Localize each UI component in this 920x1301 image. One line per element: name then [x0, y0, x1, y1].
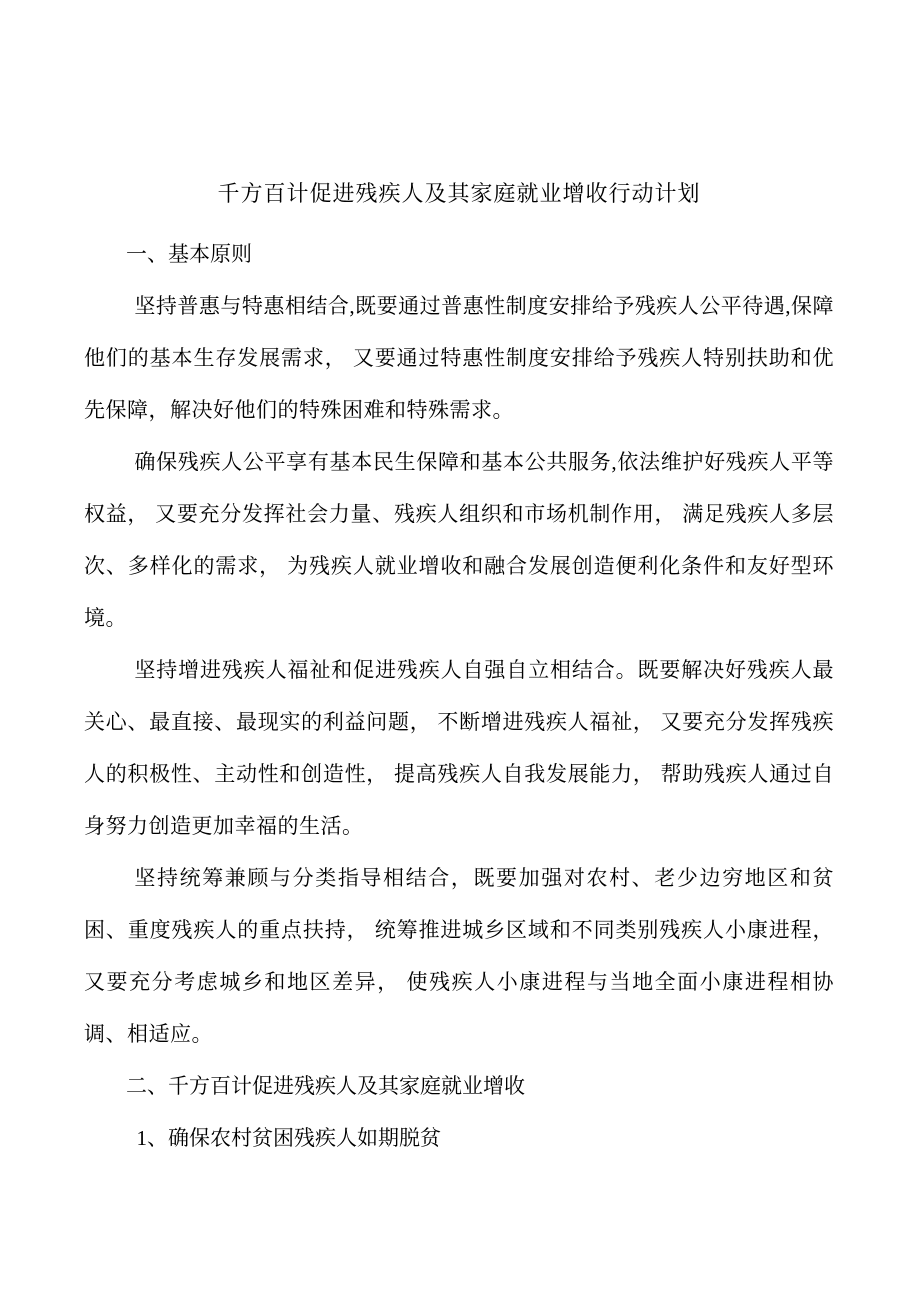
- document-title: 千方百计促进残疾人及其家庭就业增收行动计划: [217, 181, 701, 206]
- section-heading-1: 一、基本原则: [126, 242, 252, 266]
- paragraph: 确保残疾人公平享有基本民生保障和基本公共服务,依法维护好残疾人平等权益， 又要充分发挥社会力量、残疾人组织和市场机制作用， 满足残疾人多层次、多样化的需求， 为残疾人就业增收和融合发展创造便利化条件和友好型环境。: [84, 450, 834, 630]
- paragraph: 坚持增进残疾人福祉和促进残疾人自强自立相结合。既要解决好残疾人最关心、最直接、最现实的利益问题， 不断增进残疾人福祉， 又要充分发挥残疾人的积极性、主动性和创造性， 提高残疾人自我发展能力， 帮助残疾人通过自身努力创造更加幸福的生活。: [84, 658, 834, 838]
- numbered-item-1: 1、确保农村贫困残疾人如期脱贫: [136, 1126, 441, 1150]
- document-content: [84, 168, 834, 1164]
- paragraph: 坚持统筹兼顾与分类指导相结合，既要加强对农村、老少边穷地区和贫困、重度残疾人的重点扶持， 统筹推进城乡区域和不同类别残疾人小康进程， 又要充分考虑城乡和地区差异， 使残疾人小康进程与当地全面小康进程相协调、相适应。: [84, 866, 834, 1046]
- section-heading-2: 二、千方百计促进残疾人及其家庭就业增收: [126, 1074, 525, 1098]
- paragraph: 坚持普惠与特惠相结合,既要通过普惠性制度安排给予残疾人公平待遇,保障他们的基本生存发展需求， 又要通过特惠性制度安排给予残疾人特别扶助和优先保障，解决好他们的特殊困难和特殊需求。: [84, 294, 834, 422]
